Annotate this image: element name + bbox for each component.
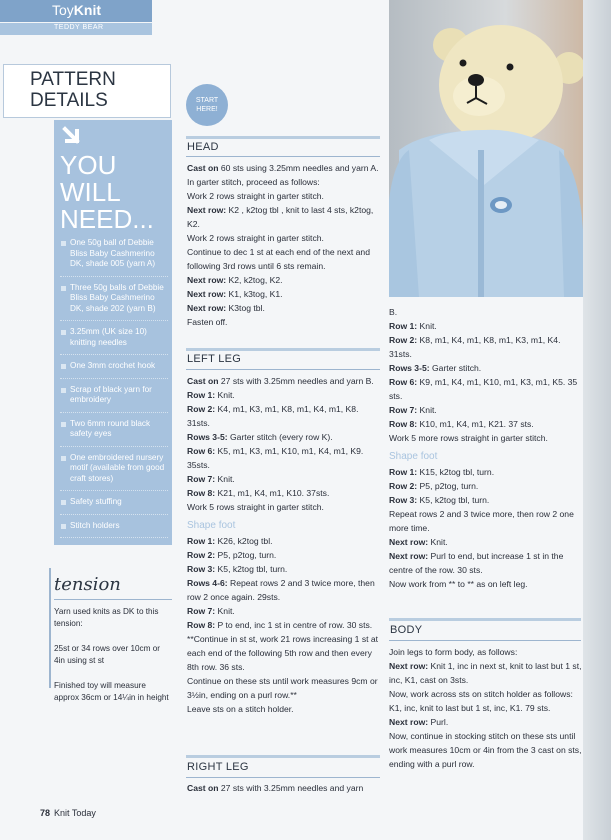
subheading-shape-foot: Shape foot [389, 451, 438, 462]
tension-text: Yarn used knits as DK to this tension: [54, 607, 159, 628]
instruction-line: Next row: K2, k2tog, K2. [187, 275, 283, 285]
teddy-bear-image [389, 0, 583, 297]
instruction-line: Next row: K2 , k2tog tbl , knit to last 4 sts, k2tog, K2. [187, 205, 374, 229]
page-edge [583, 0, 611, 840]
instruction-line: Repeat rows 2 and 3 twice more, then row 2 one more time. [389, 509, 574, 533]
list-item: Two 6mm round black safety eyes [60, 419, 168, 447]
instruction-line: Row 7: Knit. [187, 474, 235, 484]
start-here-badge: START HERE! [186, 84, 228, 126]
instruction-line: Next row: Purl. [389, 717, 449, 727]
instruction-line: Next row: Purl to end, but increase 1 st in the centre of the row. 30 sts. [389, 551, 564, 575]
you-will-need-title: YOU WILL NEED... [60, 150, 154, 234]
instruction-line: Row 6: K9, m1, K4, m1, K10, m1, K3, m1, K5. 35 sts. [389, 377, 578, 401]
section-heading-left-leg: LEFT LEG [187, 353, 242, 365]
instruction-line: Cast on 27 sts with 3.25mm needles and yarn B. [187, 376, 374, 386]
instruction-line: Row 1: K15, k2tog tbl, turn. [389, 467, 495, 477]
instruction-line: Continue on these sts until work measures 9cm or 3½in, ending on a purl row.** [187, 676, 378, 700]
instruction-line: B. [389, 307, 398, 317]
instruction-line: Work 2 rows straight in garter stitch. [187, 191, 324, 201]
instruction-line: Row 8: P to end, inc 1 st in centre of row. 30 sts. [187, 620, 373, 630]
list-item: Safety stuffing [60, 497, 168, 515]
arrow-down-right-icon [62, 126, 84, 148]
page-number: 78 [40, 808, 51, 818]
instruction-line: Row 1: Knit. [187, 390, 235, 400]
instruction-line: Now work from ** to ** as on left leg. [389, 579, 528, 589]
instruction-line: **Continue in st st, work 21 rows increasing 1 st at each end of the following 5th row and then every 8th row. 36 sts. [187, 634, 379, 672]
list-item: Three 50g balls of Debbie Bliss Baby Cashmerino DK, shade 202 (yarn B) [60, 283, 168, 322]
instruction-line: Row 1: Knit. [389, 321, 437, 331]
instruction-line: Work 2 rows straight in garter stitch. [187, 233, 324, 243]
section-heading-body: BODY [390, 624, 423, 636]
section-heading-right-leg: RIGHT LEG [187, 761, 249, 773]
divider [186, 136, 380, 139]
instruction-line: Row 1: K26, k2tog tbl. [187, 536, 273, 546]
right-leg-cast-on: Cast on 27 sts with 3.25mm needles and yarn [187, 783, 364, 793]
instruction-line: Row 2: P5, p2tog, turn. [187, 550, 277, 560]
divider [186, 369, 380, 370]
instruction-line: Next row: K3tog tbl. [187, 303, 265, 313]
instruction-line: Cast on 60 sts using 3.25mm needles and yarn A. In garter stitch, proceed as follows: [187, 163, 379, 187]
instruction-line: Row 7: Knit. [187, 606, 235, 616]
divider [186, 348, 380, 351]
instruction-line: Fasten off. [187, 317, 228, 327]
instruction-line: Row 8: K21, m1, K4, m1, K10. 37sts. [187, 488, 330, 498]
list-item: One 50g ball of Debbie Bliss Baby Cashmerino DK, shade 005 (yarn A) [60, 238, 168, 277]
divider [186, 777, 380, 778]
magazine-name: Knit Today [54, 808, 96, 818]
brand-title: ToyKnit [52, 2, 102, 18]
instruction-line: Work 5 more rows straight in garter stitch. [389, 433, 548, 443]
list-item: One embroidered nursery motif (available from good craft stores) [60, 453, 168, 492]
instruction-line: Next row: Knit. [389, 537, 448, 547]
instruction-line: Rows 4-6: Repeat rows 2 and 3 twice more, then row 2 once again. 29sts. [187, 578, 375, 602]
instruction-line: Row 3: K5, k2tog tbl, turn. [187, 564, 288, 574]
section-bar [0, 23, 152, 35]
pattern-details-title: PATTERN DETAILS [30, 69, 116, 111]
instruction-line: Row 2: K4, m1, K3, m1, K8, m1, K4, m1, K8. 31sts. [187, 404, 359, 428]
instruction-line: Row 8: K10, m1, K4, m1, K21. 37 sts. [389, 419, 534, 429]
instruction-line: Row 6: K5, m1, K3, m1, K10, m1, K4, m1, K9. 35sts. [187, 446, 364, 470]
divider [186, 156, 380, 157]
instruction-line: Continue to dec 1 st at each end of the next and following 3rd rows until 6 sts remain. [187, 247, 370, 271]
instruction-line: Row 7: Knit. [389, 405, 437, 415]
instruction-line: Next row: Knit 1, inc in next st, knit to last but 1 st, inc, K1, cast on 3sts. [389, 661, 582, 685]
tension-text: 25st or 34 rows over 10cm or 4in using st st [54, 644, 161, 665]
tension-text: Finished toy will measure approx 36cm or 14¼in in height [54, 681, 169, 702]
instruction-line: Row 2: K8, m1, K4, m1, K8, m1, K3, m1, K4. 31sts. [389, 335, 561, 359]
list-item: Scrap of black yarn for embroidery [60, 385, 168, 413]
section-heading-head: HEAD [187, 141, 219, 153]
divider [389, 640, 581, 641]
divider [186, 755, 380, 758]
pattern-details-box [3, 64, 171, 118]
instruction-line: Join legs to form body, as follows: [389, 647, 518, 657]
list-item: 3.25mm (UK size 10) knitting needles [60, 327, 168, 355]
divider [389, 618, 581, 621]
instruction-line: Now, work across sts on stitch holder as follows: K1, inc, knit to last but 1 st, inc, K1. 79 sts. [389, 689, 573, 713]
instruction-line: Work 5 rows straight in garter stitch. [187, 502, 324, 512]
materials-list [60, 238, 168, 544]
instruction-line: Rows 3-5: Garter stitch. [389, 363, 482, 373]
divider [54, 599, 172, 600]
tension-section [54, 574, 172, 717]
header-bar [0, 0, 152, 22]
list-item: Stitch holders [60, 521, 168, 539]
instruction-line: Row 3: K5, k2tog tbl, turn. [389, 495, 490, 505]
subheading-shape-foot: Shape foot [187, 520, 236, 531]
instruction-line: Leave sts on a stitch holder. [187, 704, 294, 714]
teddy-bear-photo [389, 0, 583, 297]
head-instructions [187, 161, 383, 329]
list-item: One 3mm crochet hook [60, 361, 168, 379]
instruction-line: Now, continue in stocking stitch on these sts until work measures 10cm or 4in from the 3 cast on sts, ending with a purl row. [389, 731, 582, 769]
body-instructions [389, 645, 583, 771]
instruction-line: Next row: K1, k3tog, K1. [187, 289, 283, 299]
tension-title: tension [54, 574, 121, 595]
you-will-need-panel [54, 120, 172, 545]
tension-bracket [49, 568, 51, 688]
left-leg-instructions [187, 374, 383, 716]
page-footer [40, 808, 96, 818]
right-leg-continued [389, 305, 583, 591]
section-label: TEDDY BEAR [54, 24, 104, 31]
instruction-line: Row 2: P5, p2tog, turn. [389, 481, 479, 491]
instruction-line: Rows 3-5: Garter stitch (every row K). [187, 432, 333, 442]
